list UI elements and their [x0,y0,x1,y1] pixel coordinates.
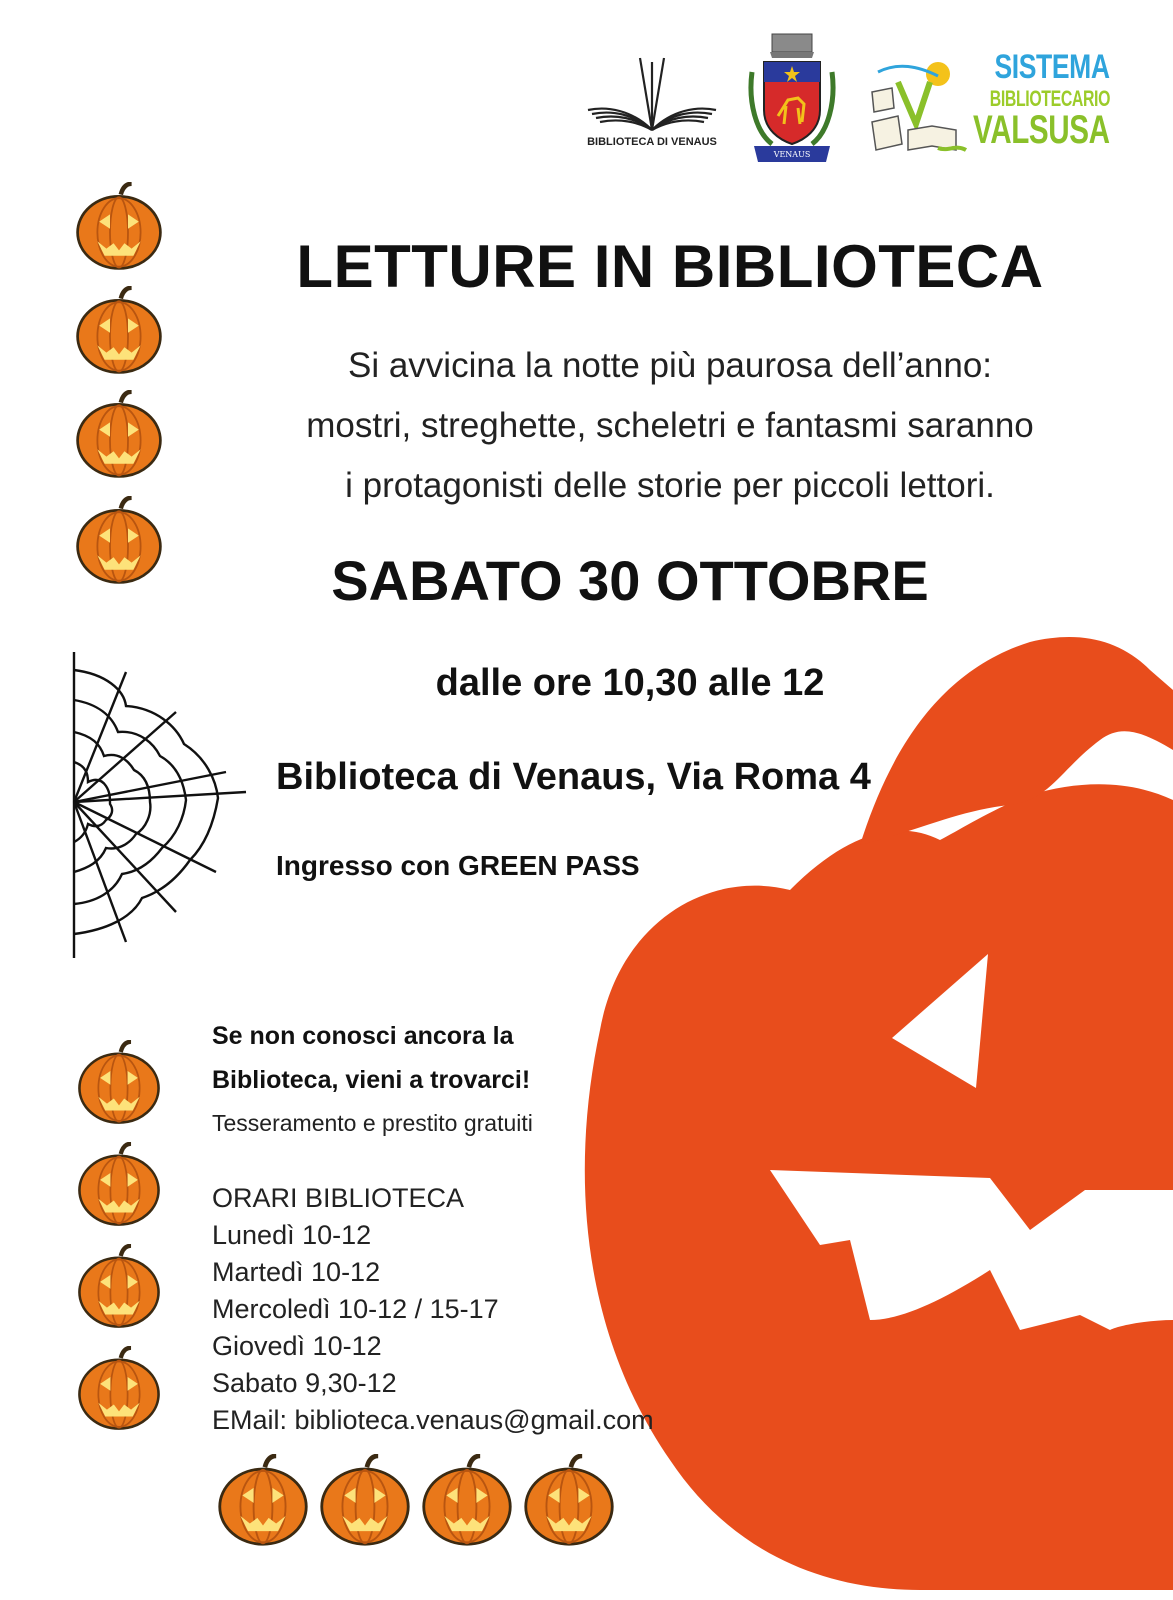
sistema-line-1: SISTEMA [994,48,1110,86]
hours-row: Sabato 9,30-12 [212,1368,397,1398]
pumpkin-icon [76,1142,162,1228]
promo-line: Se non conosci ancora la [212,1022,514,1050]
pumpkin-icon [76,1346,162,1432]
hours-row: Lunedì 10-12 [212,1220,372,1250]
pumpkin-icon [318,1454,412,1548]
hours-heading: ORARI BIBLIOTECA [212,1183,465,1213]
pumpkin-icon [74,182,164,272]
open-book-icon [582,52,722,136]
event-date: SABATO 30 OTTOBRE [331,549,929,612]
biblioteca-logo-text: BIBLIOTECA DI VENAUS [587,136,717,148]
pumpkin-icon [74,286,164,376]
biblioteca-venaus-logo [582,52,722,162]
pumpkin-icon [522,1454,616,1548]
pumpkin-icon [216,1454,310,1548]
intro-line: Si avvicina la notte più paurosa dell’anno: [347,346,993,385]
entry-requirement: Ingresso con GREEN PASS [276,850,640,881]
hours-row: Giovedì 10-12 [212,1331,382,1361]
intro-line: mostri, streghette, scheletri e fantasmi saranno [306,406,1034,445]
sistema-bibliotecario-logo [868,46,1118,164]
hours-row: Martedì 10-12 [212,1257,381,1287]
sistema-line-2: BIBLIOTECARIO [989,86,1110,111]
hours-row: Mercoledì 10-12 / 15-17 [212,1294,499,1324]
page-title: LETTURE IN BIBLIOTECA [296,233,1044,300]
pumpkin-icon [76,1040,162,1126]
intro-line: i protagonisti delle storie per piccoli lettori. [345,466,995,505]
sistema-line-3: VALSUSA [973,108,1110,152]
books-sun-icon [868,52,978,162]
pumpkin-icon [420,1454,514,1548]
opening-hours [212,1180,654,1439]
promo-line: Biblioteca, vieni a trovarci! [212,1066,531,1094]
event-venue: Biblioteca di Venaus, Via Roma 4 [276,756,871,798]
pumpkin-icon [74,390,164,480]
email-address: EMail: biblioteca.venaus@gmail.com [212,1405,654,1435]
intro-text [230,336,1110,516]
event-time: dalle ore 10,30 alle 12 [435,662,825,704]
pumpkin-icon [76,1244,162,1330]
crest-banner-text: VENAUS [773,150,811,159]
promo-subline: Tesseramento e prestito gratuiti [212,1110,533,1136]
pumpkin-icon [74,496,164,586]
